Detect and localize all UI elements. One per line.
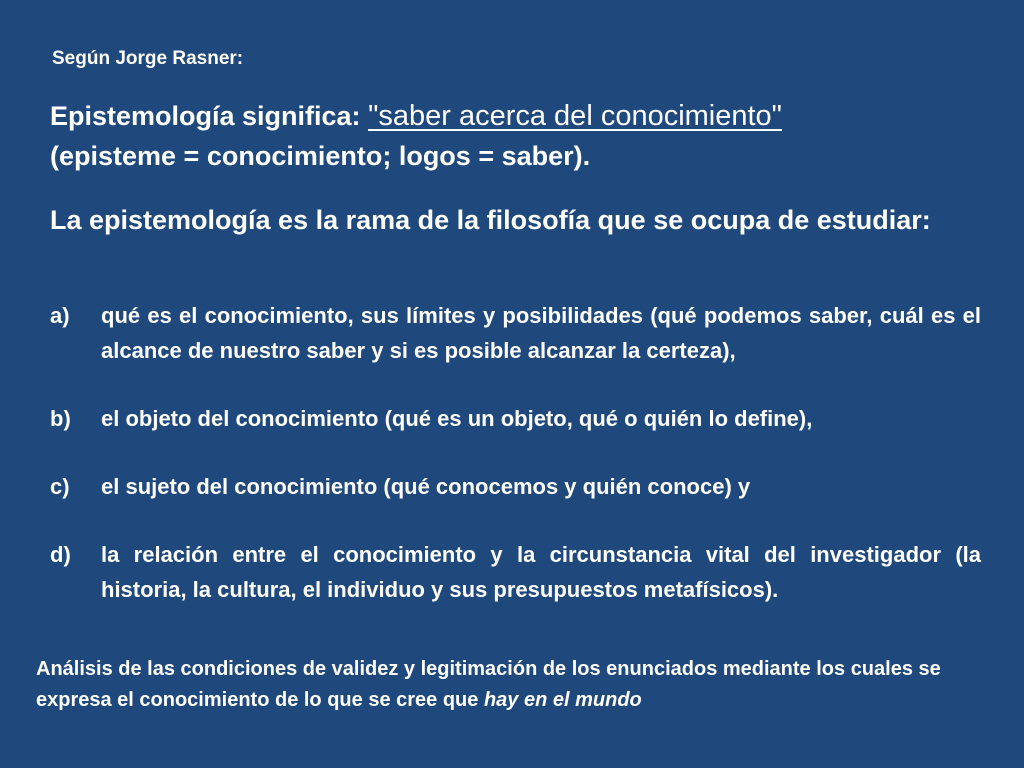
list-item (50, 537, 981, 607)
list-marker: d) (50, 542, 71, 567)
list-item-text: la relación entre el conocimiento y la circunstancia vital del investigador (la historia, la cultura, el individuo y sus presupuestos metafísicos). (101, 542, 981, 602)
list-marker: b) (50, 406, 71, 431)
definition-prefix: Epistemología significa: (50, 101, 369, 131)
list-item (50, 298, 981, 368)
list-marker: a) (50, 303, 70, 328)
footer-text: Análisis de las condiciones de validez y legitimación de los enunciados mediante los cuales se expresa el conocimiento de lo que se cree que (36, 658, 941, 711)
list-item (50, 469, 981, 504)
list-item (50, 401, 981, 436)
source-label: Según Jorge Rasner: (52, 48, 244, 69)
list-item-text: el objeto del conocimiento (qué es un objeto, qué o quién lo define), (101, 406, 813, 431)
definition-paragraph (50, 96, 981, 176)
intro-paragraph: La epistemología es la rama de la filosofía que se ocupa de estudiar: (50, 205, 931, 235)
topic-list (50, 298, 981, 607)
list-item-text: el sujeto del conocimiento (qué conocemos y quién conoce) y (101, 474, 751, 499)
list-marker: c) (50, 474, 70, 499)
definition-quote: "saber acerca del conocimiento" (368, 100, 782, 132)
list-item-text: qué es el conocimiento, sus límites y posibilidades (qué podemos saber, cuál es el alcance de nuestro saber y si es posible alcanzar la certeza), (101, 303, 981, 363)
definition-etymology: (episteme = conocimiento; logos = saber). (50, 141, 591, 171)
footer-note (36, 654, 991, 716)
footer-emphasis: hay en el mundo (483, 689, 642, 711)
